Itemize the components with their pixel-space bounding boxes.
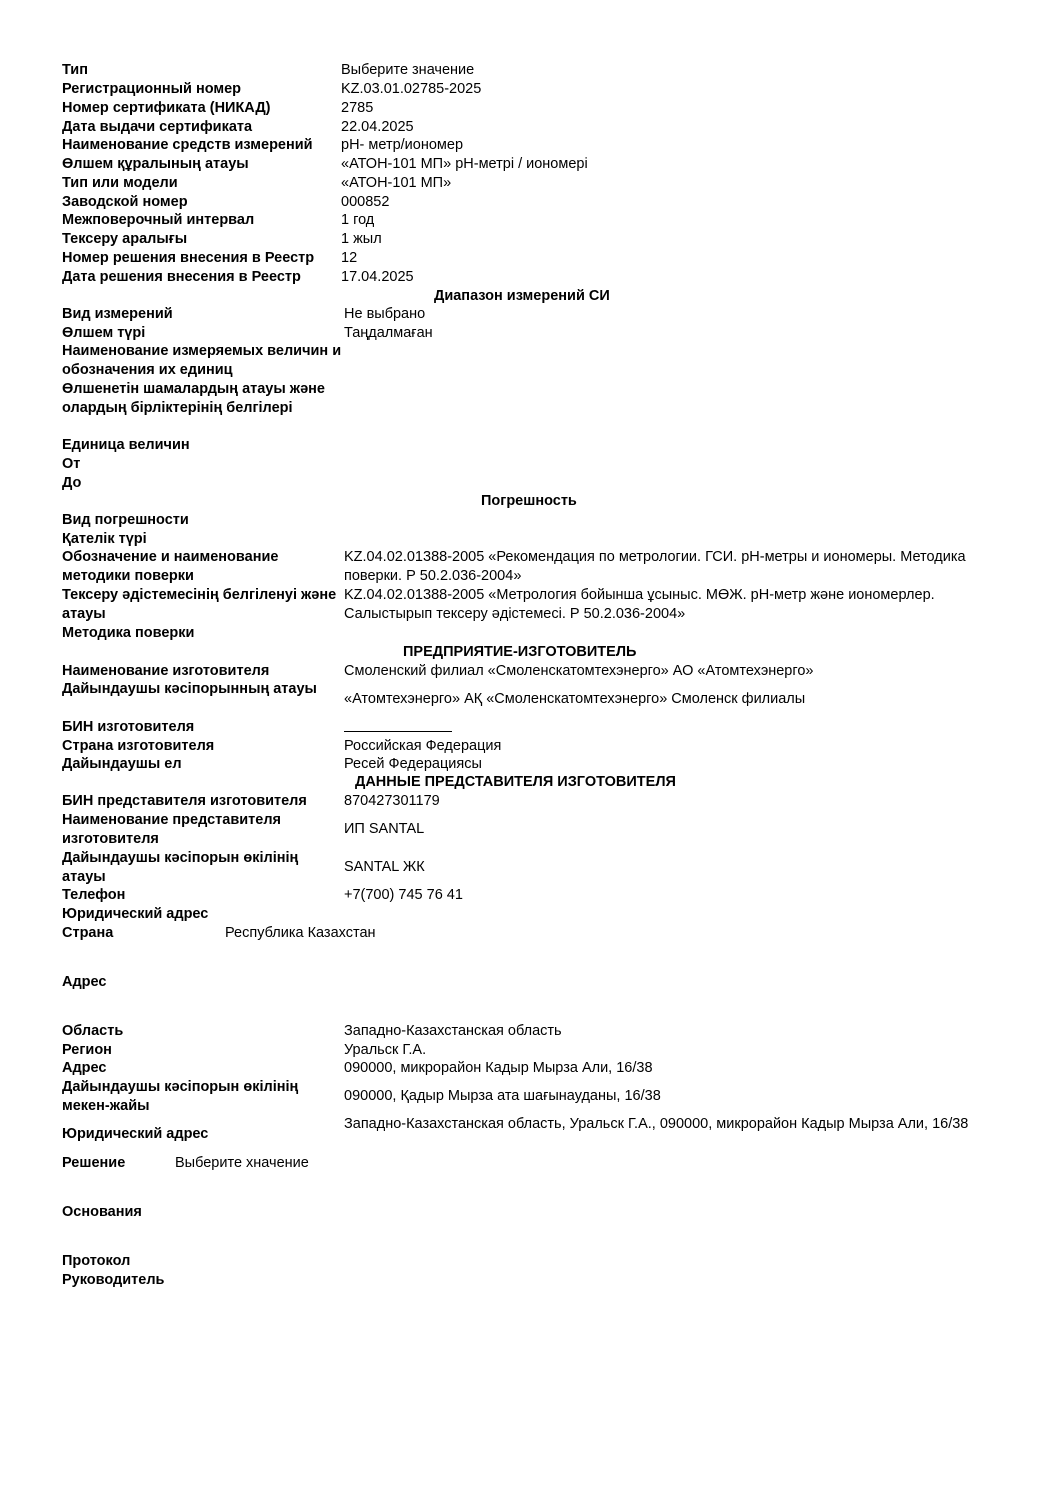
type-label: Тип bbox=[62, 62, 88, 78]
legal-address-value: Западно-Казахстанская область, Уральск Г.А., 090000, микрорайон Кадыр Мырза Али, 16/38 bbox=[344, 1116, 969, 1132]
addr-label: Адрес bbox=[62, 1060, 107, 1076]
area-value: Уральск Г.А. bbox=[344, 1042, 427, 1058]
instrument-name-kz-value: «АТОН-101 МП» pH-метрі / иономері bbox=[341, 156, 588, 172]
rep-bin-label: БИН представителя изготовителя bbox=[62, 793, 307, 809]
rep-bin-value: 870427301179 bbox=[344, 793, 440, 809]
method-short-label: Методика поверки bbox=[62, 625, 195, 641]
rep-country-value: Республика Казахстан bbox=[225, 925, 376, 941]
measure-kind-label: Вид измерений bbox=[62, 306, 173, 322]
measure-kind-kz-label: Өлшем түрі bbox=[62, 325, 146, 341]
serial-label: Заводской номер bbox=[62, 194, 188, 210]
type-value: Выберите значение bbox=[341, 62, 475, 78]
reg-number-label: Регистрационный номер bbox=[62, 81, 242, 97]
manufacturer-name-value: Смоленский филиал «Смоленскатомтехэнерго» АО «Атомтехэнерго» bbox=[344, 663, 814, 679]
model-value: «АТОН-101 МП» bbox=[341, 175, 452, 191]
rep-legal-label: Юридический адрес bbox=[62, 906, 209, 922]
region-label: Область bbox=[62, 1023, 124, 1039]
address-heading: Адрес bbox=[62, 974, 107, 990]
head-label: Руководитель bbox=[62, 1272, 165, 1288]
from-label: От bbox=[62, 456, 81, 472]
cert-number-label: Номер сертификата (НИКАД) bbox=[62, 100, 271, 116]
legal-address-label: Юридический адрес bbox=[62, 1126, 209, 1142]
manufacturer-heading: ПРЕДПРИЯТИЕ-ИЗГОТОВИТЕЛЬ bbox=[403, 644, 637, 660]
rep-phone-label: Телефон bbox=[62, 887, 126, 903]
instrument-name-value: pH- метр/иономер bbox=[341, 137, 464, 153]
cert-date-label: Дата выдачи сертификата bbox=[62, 119, 253, 135]
error-heading: Погрешность bbox=[481, 493, 577, 509]
decision-number-value: 12 bbox=[341, 250, 358, 266]
addr-kz-value: 090000, Қадыр Мырза ата шағынауданы, 16/38 bbox=[344, 1088, 661, 1104]
protocol-label: Протокол bbox=[62, 1253, 131, 1269]
addr-value: 090000, микрорайон Кадыр Мырза Али, 16/38 bbox=[344, 1060, 653, 1076]
manufacturer-name-kz-label: Дайындаушы кәсіпорынның атауы bbox=[62, 681, 317, 697]
rep-name-label: Наименование представителя изготовителя bbox=[62, 812, 281, 847]
manufacturer-country-value: Российская Федерация bbox=[344, 738, 502, 754]
method-value: KZ.04.02.01388-2005 «Рекомендация по метрологии. ГСИ. pH-метры и иономеры. Методика поверки. Р 50.2.036-2004» bbox=[344, 549, 966, 584]
addr-kz-label: Дайындаушы кәсіпорын өкілінің мекен-жайы bbox=[62, 1079, 299, 1114]
measure-kind-kz-value: Таңдалмаған bbox=[344, 325, 433, 341]
grounds-label: Основания bbox=[62, 1204, 142, 1220]
reg-number-value: KZ.03.01.02785-2025 bbox=[341, 81, 482, 97]
quantity-names-kz-label: Өлшенетін шамалардың атауы және олардың бірліктерінің белгілері bbox=[62, 381, 325, 416]
manufacturer-country-kz-label: Дайындаушы ел bbox=[62, 756, 182, 772]
representative-heading: ДАННЫЕ ПРЕДСТАВИТЕЛЯ ИЗГОТОВИТЕЛЯ bbox=[355, 774, 676, 790]
decision-number-label: Номер решения внесения в Реестр bbox=[62, 250, 315, 266]
rep-name-kz-label: Дайындаушы кәсіпорын өкілінің атауы bbox=[62, 850, 299, 885]
error-kind-kz-label: Қателік түрі bbox=[62, 531, 147, 547]
region-value: Западно-Казахстанская область bbox=[344, 1023, 562, 1039]
manufacturer-name-kz-value: «Атомтехэнерго» АҚ «Смоленскатомтехэнерго» Смоленск филиалы bbox=[344, 691, 806, 707]
rep-name-value: ИП SANTAL bbox=[344, 821, 425, 837]
method-label: Обозначение и наименование методики поверки bbox=[62, 549, 279, 584]
interval-label: Межповерочный интервал bbox=[62, 212, 255, 228]
manufacturer-country-label: Страна изготовителя bbox=[62, 738, 215, 754]
decision-date-label: Дата решения внесения в Реестр bbox=[62, 269, 301, 285]
method-kz-label: Тексеру әдістемесінің белгіленуі және атауы bbox=[62, 587, 337, 622]
cert-number-value: 2785 bbox=[341, 100, 374, 116]
unit-label: Единица величин bbox=[62, 437, 190, 453]
instrument-name-kz-label: Өлшем құралының атауы bbox=[62, 156, 249, 172]
error-kind-label: Вид погрешности bbox=[62, 512, 189, 528]
range-heading: Диапазон измерений СИ bbox=[434, 288, 610, 304]
cert-date-value: 22.04.2025 bbox=[341, 119, 414, 135]
manufacturer-country-kz-value: Ресей Федерациясы bbox=[344, 756, 482, 772]
interval-kz-value: 1 жыл bbox=[341, 231, 382, 247]
decision-value: Выберите хначение bbox=[175, 1155, 309, 1171]
quantity-names-label: Наименование измеряемых величин и обозначения их единиц bbox=[62, 343, 342, 378]
model-label: Тип или модели bbox=[62, 175, 178, 191]
decision-date-value: 17.04.2025 bbox=[341, 269, 414, 285]
measure-kind-value: Не выбрано bbox=[344, 306, 426, 322]
manufacturer-bin-blank bbox=[344, 718, 452, 738]
manufacturer-bin-label: БИН изготовителя bbox=[62, 719, 195, 735]
method-kz-value: KZ.04.02.01388-2005 «Метрология бойынша ұсыныс. МӨЖ. pH-метр және иономерлер. Салыстырып тексеру әдістемесі. Р 50.2.036-2004» bbox=[344, 587, 935, 622]
rep-phone-value: +7(700) 745 76 41 bbox=[344, 887, 463, 903]
rep-name-kz-value: SANTAL ЖК bbox=[344, 859, 425, 875]
interval-kz-label: Тексеру аралығы bbox=[62, 231, 188, 247]
decision-label: Решение bbox=[62, 1155, 126, 1171]
interval-value: 1 год bbox=[341, 212, 375, 228]
instrument-name-label: Наименование средств измерений bbox=[62, 137, 313, 153]
rep-country-label: Страна bbox=[62, 925, 114, 941]
to-label: До bbox=[62, 475, 82, 491]
area-label: Регион bbox=[62, 1042, 112, 1058]
serial-value: 000852 bbox=[341, 194, 390, 210]
manufacturer-name-label: Наименование изготовителя bbox=[62, 663, 270, 679]
